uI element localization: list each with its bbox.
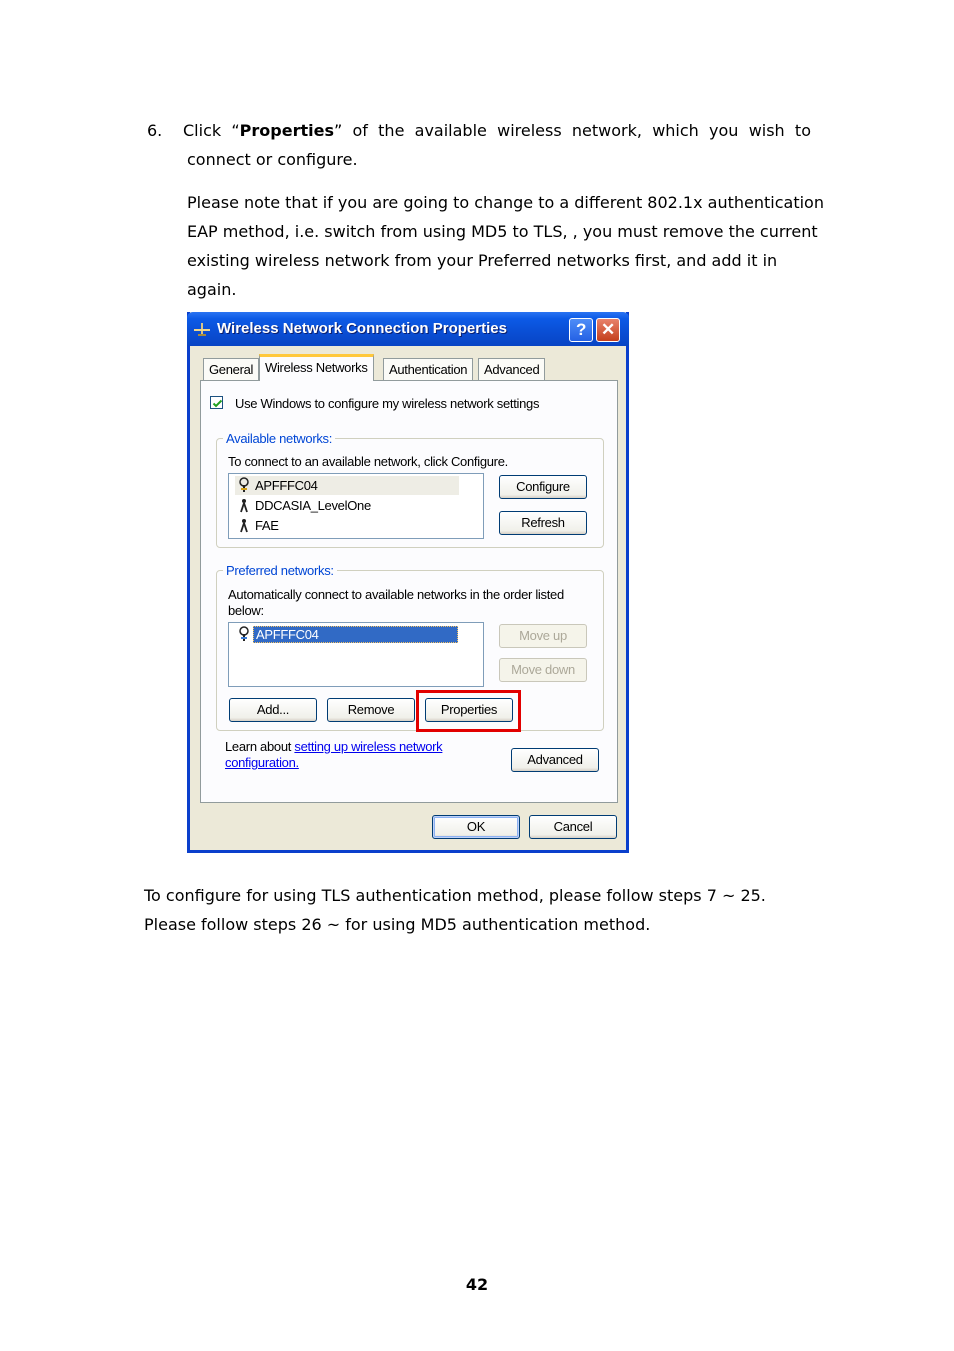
network-name: APFFFC04 — [253, 626, 458, 643]
note-paragraph — [187, 188, 824, 304]
note-line: existing wireless network from your Preferred networks first, and add it in — [187, 251, 778, 270]
step-6-line — [147, 116, 811, 145]
available-networks-title: Available networks: — [223, 431, 335, 446]
network-connection-icon — [193, 320, 211, 338]
tab-general[interactable]: General — [203, 358, 259, 380]
step-6-continuation: connect or configure. — [187, 150, 358, 169]
after-line: Please follow steps 26 ~ for using MD5 authentication method. — [144, 915, 651, 934]
list-item[interactable] — [235, 496, 459, 515]
tab-wireless-networks[interactable]: Wireless Networks — [259, 354, 374, 381]
preferred-instruction-line1: Automatically connect to available networks in the order listed — [228, 587, 564, 602]
available-instruction: To connect to an available network, click Configure. — [228, 454, 508, 469]
refresh-button[interactable]: Refresh — [499, 511, 587, 535]
checkbox-label: Use Windows to configure my wireless network settings — [235, 396, 540, 411]
antenna-icon — [237, 517, 251, 533]
list-item[interactable] — [235, 476, 459, 495]
learn-prefix: Learn about — [225, 739, 295, 754]
configure-button[interactable]: Configure — [499, 475, 587, 499]
add-button[interactable]: Add... — [229, 698, 317, 722]
note-line: again. — [187, 280, 237, 299]
antenna-icon — [237, 497, 251, 513]
step-bold-keyword: Properties — [239, 121, 334, 140]
network-name: APFFFC04 — [255, 478, 318, 493]
after-paragraph — [144, 881, 766, 939]
preferred-instruction-line2: below: — [228, 603, 264, 618]
learn-link[interactable]: setting up wireless network — [294, 739, 443, 754]
tab-authentication[interactable]: Authentication — [383, 358, 473, 380]
move-up-button[interactable]: Move up — [499, 624, 587, 648]
note-line: EAP method, i.e. switch from using MD5 to TLS, , you must remove the current — [187, 222, 818, 241]
preferred-networks-title: Preferred networks: — [223, 563, 337, 578]
step-number: 6. — [147, 121, 163, 140]
note-line: Please note that if you are going to change to a different 802.1x authentication — [187, 193, 824, 212]
annotation-highlight-box — [416, 690, 521, 732]
secured-antenna-icon — [237, 477, 251, 493]
ok-button[interactable]: OK — [432, 815, 520, 839]
network-name: FAE — [255, 518, 279, 533]
cancel-button[interactable]: Cancel — [529, 815, 617, 839]
page-number: 42 — [465, 1275, 489, 1294]
secured-antenna-icon — [237, 626, 251, 642]
step-text-before: Click “ — [183, 121, 240, 140]
remove-button[interactable]: Remove — [327, 698, 415, 722]
dialog-title: Wireless Network Connection Properties — [217, 320, 507, 337]
close-button[interactable]: ✕ — [596, 318, 620, 342]
use-windows-checkbox[interactable] — [210, 396, 223, 409]
tab-advanced[interactable]: Advanced — [478, 358, 545, 380]
checkmark-icon — [211, 397, 224, 410]
learn-about-text — [225, 739, 442, 754]
help-button[interactable]: ? — [569, 318, 593, 342]
preferred-networks-list[interactable] — [228, 622, 484, 687]
move-down-button[interactable]: Move down — [499, 658, 587, 682]
available-networks-list[interactable] — [228, 473, 484, 539]
properties-button[interactable]: Properties — [425, 698, 513, 722]
list-item[interactable] — [235, 516, 459, 535]
dialog-title-bar[interactable] — [187, 312, 629, 346]
learn-link-continued[interactable]: configuration. — [225, 755, 299, 770]
wireless-properties-dialog — [187, 312, 629, 853]
advanced-button[interactable]: Advanced — [511, 748, 599, 772]
step-text-after: ” of the available wireless network, which you wish to — [333, 121, 811, 140]
after-line: To configure for using TLS authentication method, please follow steps 7 ~ 25. — [144, 886, 766, 905]
network-name: DDCASIA_LevelOne — [255, 498, 371, 513]
list-item[interactable] — [235, 625, 459, 644]
